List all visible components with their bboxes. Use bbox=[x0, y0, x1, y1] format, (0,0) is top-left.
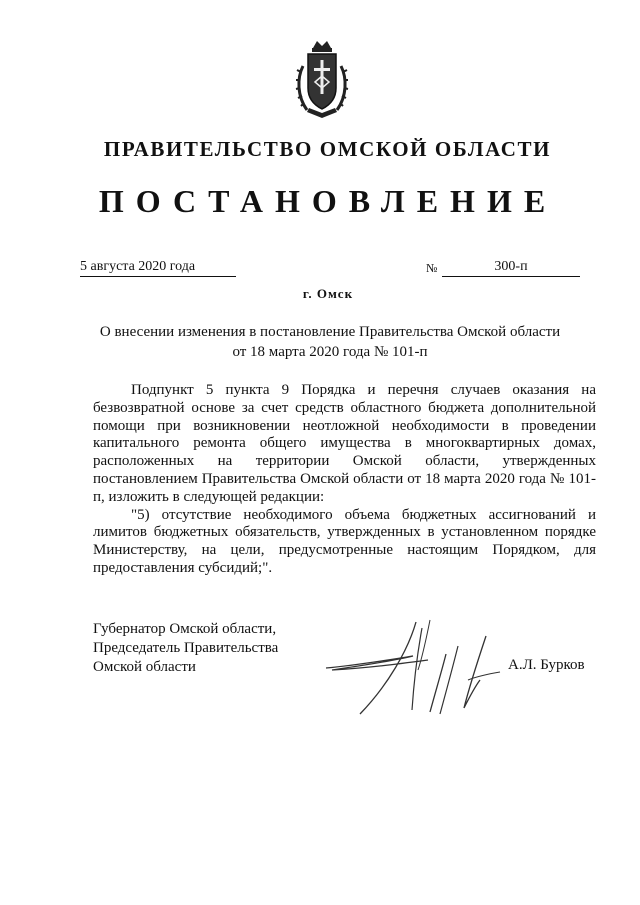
document-type-title: ПОСТАНОВЛЕНИЕ bbox=[98, 183, 558, 219]
number-sign: № bbox=[426, 261, 438, 275]
signer-name: А.Л. Бурков bbox=[508, 657, 585, 673]
handwritten-signature bbox=[318, 610, 518, 720]
document-subject bbox=[70, 322, 590, 362]
signer-title-line-3: Омской области bbox=[93, 659, 196, 675]
document-date: 5 августа 2020 года bbox=[80, 258, 236, 277]
document-number: 300-п bbox=[442, 258, 580, 277]
document-city: г. Омск bbox=[302, 286, 354, 301]
body-paragraph-2: "5) отсутствие необходимого объема бюджетных ассигнований и лимитов бюджетных обязательств, утвержденных в установленном порядке Министерству, на цели, предусмотренные настоящим Порядком, для предоставления субсидий;". bbox=[93, 506, 596, 576]
subject-line-2: от 18 марта 2020 года № 101-п bbox=[232, 344, 428, 360]
signer-title-line-2: Председатель Правительства bbox=[93, 640, 279, 656]
subject-line-1: О внесении изменения в постановление Правительства Омской области bbox=[99, 324, 561, 340]
document-body bbox=[93, 382, 596, 578]
signer-title-line-1: Губернатор Омской области, bbox=[93, 621, 277, 637]
body-paragraph-1: Подпункт 5 пункта 9 Порядка и перечня случаев оказания на безвозвратной основе за счет средств областного бюджета дополнительной помощи при возникновении неотложной необходимости в проведении капитального ремонта общего имущества в многоквартирных домах, расположенных на территории Омской области, утвержденных постановлением Правительства Омской области от 18 марта 2020 года № 101-п, изложить в следующей редакции: bbox=[93, 382, 596, 505]
government-name: ПРАВИТЕЛЬСТВО ОМСКОЙ ОБЛАСТИ bbox=[103, 137, 552, 161]
coat-of-arms-icon bbox=[295, 38, 349, 122]
signer-title bbox=[93, 620, 313, 677]
document-number-field bbox=[426, 258, 582, 277]
